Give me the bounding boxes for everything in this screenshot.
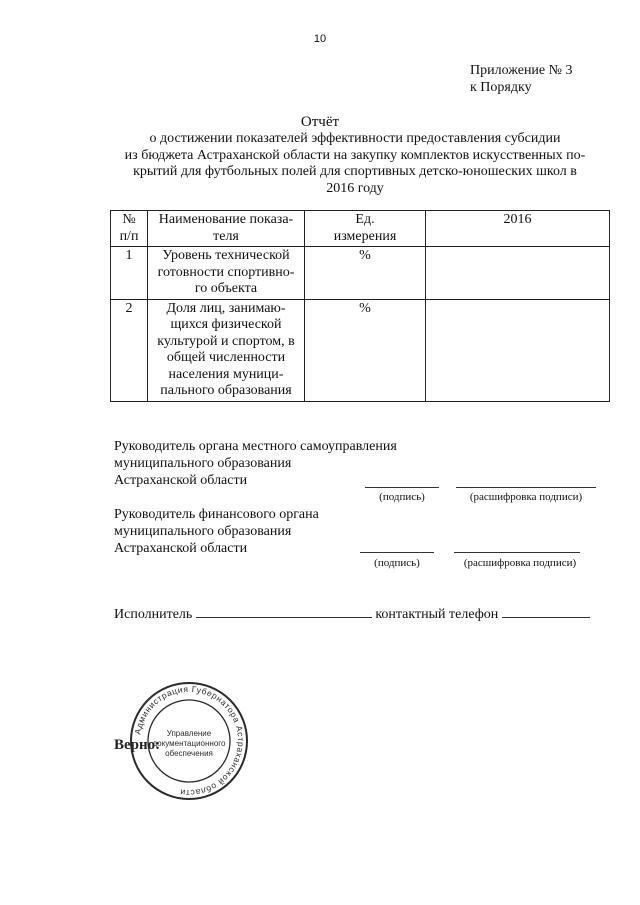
local-head-line: Астраханской области: [114, 473, 248, 488]
header-unit-line: измерения: [333, 228, 397, 244]
appendix-line-1: Приложение № 3: [470, 63, 573, 78]
name-line: щихся физической: [170, 317, 282, 332]
report-title: Отчёт: [300, 114, 340, 130]
finance-head-decoding-caption: (расшифровка подписи): [463, 557, 577, 569]
stamp-ring-text: Администрация Губернатора Астраханской области: [132, 683, 247, 799]
stamp-center-line: обеспечения: [165, 749, 213, 758]
row-unit: %: [305, 247, 426, 300]
name-line: готовности спортивно-: [157, 264, 295, 280]
local-head-decoding-line[interactable]: [456, 487, 596, 488]
name-line: пального образования: [160, 383, 292, 398]
name-line: Уровень технической: [162, 248, 290, 263]
local-head-block: [114, 438, 397, 489]
stamp-center-line: документационного: [152, 739, 226, 748]
table-header-row: [111, 211, 610, 247]
executor-line: [114, 605, 590, 623]
phone-field[interactable]: [502, 605, 590, 618]
name-line: населения муници-: [168, 366, 284, 382]
row-value[interactable]: [426, 247, 610, 300]
finance-head-block: [114, 506, 319, 557]
name-line: Доля лиц, занимаю-: [166, 300, 286, 316]
finance-head-line: Руководитель финансового органа: [114, 507, 319, 522]
row-value[interactable]: [426, 299, 610, 401]
row-indicator-name: [148, 299, 305, 401]
subtitle-line: 2016 году: [326, 180, 384, 196]
row-unit: %: [305, 299, 426, 401]
finance-head-line: Астраханской области: [114, 541, 248, 556]
name-line: го объекта: [194, 281, 258, 296]
header-indicator-name: [148, 211, 305, 247]
certified-mark: Верно:: [114, 737, 161, 753]
appendix-line-2: к Порядку: [470, 80, 532, 95]
subtitle-line: крытий для футбольных полей для спортивных детско-юношеских школ в: [133, 164, 577, 179]
indicators-table: [110, 210, 610, 402]
name-line: культурой и спортом, в: [157, 333, 295, 349]
header-num: [111, 211, 148, 247]
local-head-signature-line[interactable]: [365, 487, 439, 488]
header-year: 2016: [426, 211, 610, 247]
name-line: общей численности: [166, 350, 286, 365]
header-unit-line: Ед.: [355, 212, 375, 227]
report-subtitle: [96, 131, 614, 197]
table-row: [111, 247, 610, 300]
local-head-signature-caption: (подпись): [379, 491, 425, 503]
table-row: [111, 299, 610, 401]
header-num-line: №: [122, 212, 136, 227]
subtitle-line: из бюджета Астраханской области на закупку комплектов искусственных по-: [124, 147, 586, 163]
executor-label: Исполнитель: [114, 607, 193, 622]
stamp-center-line: Управление: [166, 729, 212, 738]
appendix-reference: [470, 62, 573, 96]
header-unit: [305, 211, 426, 247]
row-indicator-name: [148, 247, 305, 300]
finance-head-signature-caption: (подпись): [374, 557, 420, 569]
page-number: 10: [313, 33, 327, 45]
header-name-line: теля: [213, 228, 239, 244]
local-head-decoding-caption: (расшифровка подписи): [469, 491, 583, 503]
header-name-line: Наименование показа-: [158, 212, 294, 227]
executor-name-field[interactable]: [196, 605, 372, 618]
local-head-line: Руководитель органа местного самоуправления: [114, 439, 397, 454]
local-head-line: муниципального образования: [114, 456, 292, 471]
row-num: 1: [111, 247, 148, 300]
finance-head-signature-line[interactable]: [360, 552, 434, 553]
phone-label: контактный телефон: [375, 607, 499, 622]
header-num-line: п/п: [119, 228, 139, 244]
finance-head-line: муниципального образования: [114, 524, 292, 539]
row-num: 2: [111, 299, 148, 401]
subtitle-line: о достижении показателей эффективности предоставления субсидии: [149, 131, 561, 146]
finance-head-decoding-line[interactable]: [454, 552, 580, 553]
